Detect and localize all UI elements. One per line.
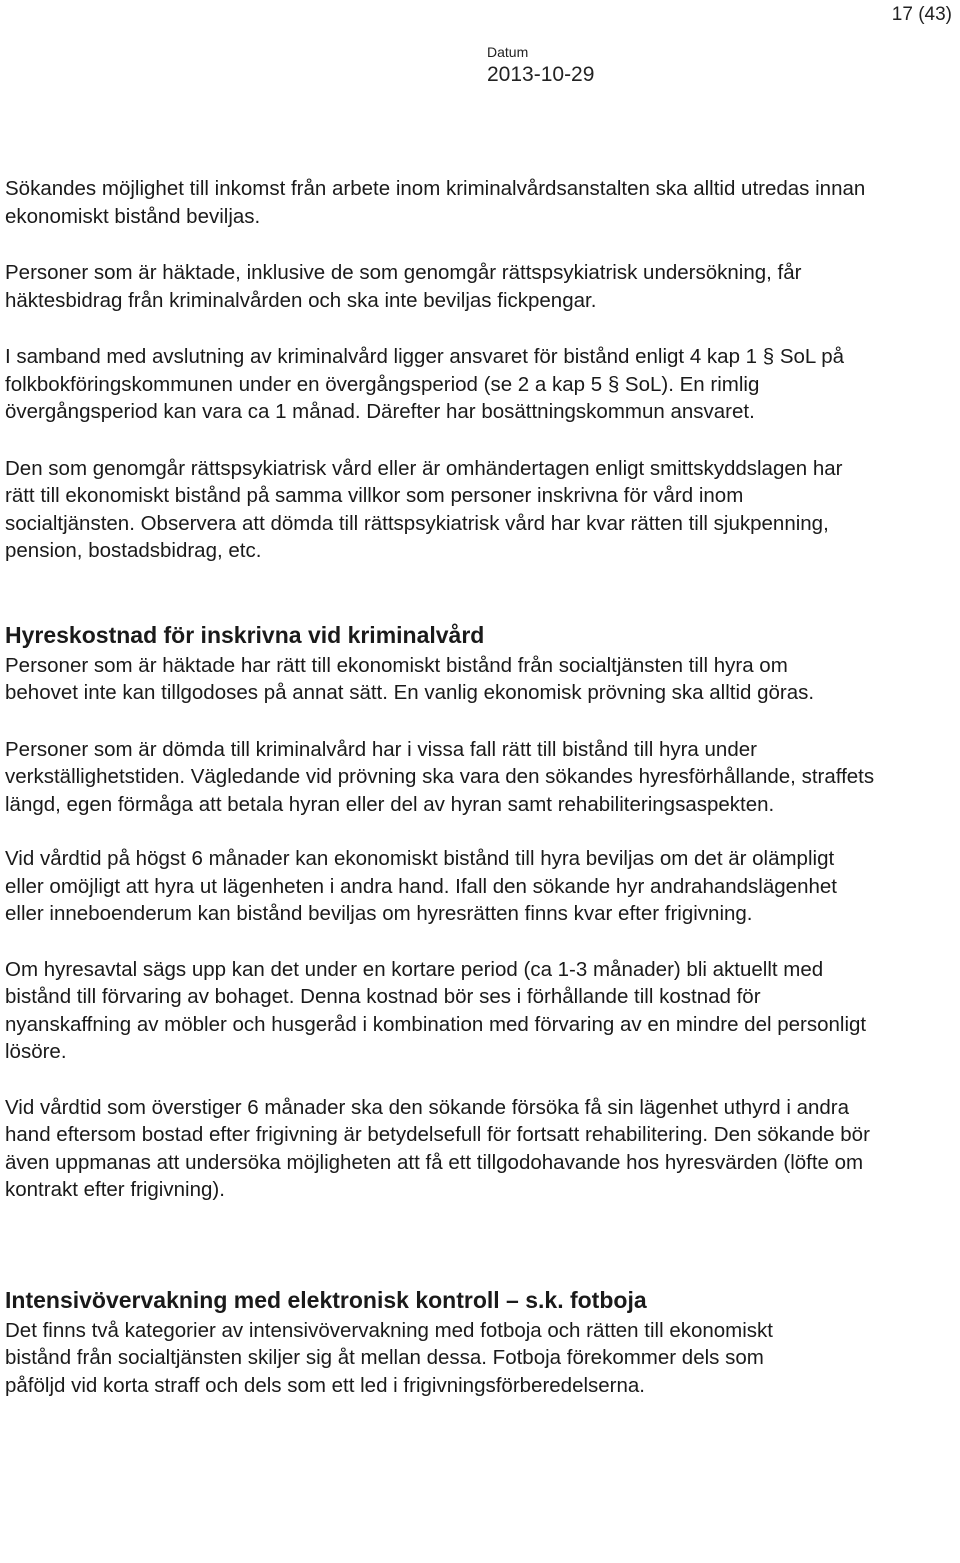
- paragraph: Personer som är häktade har rätt till ekonomiskt bistånd från socialtjänsten till hyra om behovet inte kan tillgodoses på annat sätt. En vanlig ekonomisk prövning ska alltid göras.: [5, 653, 815, 704]
- paragraph: Personer som är häktade, inklusive de som genomgår rättspsykiatrisk undersökning, får häktesbidrag från kriminalvården och ska inte beviljas fickpengar.: [5, 261, 802, 312]
- paragraph: Sökandes möjlighet till inkomst från arbete inom kriminalvårdsanstalten ska alltid utredas innan ekonomiskt bistånd beviljas.: [5, 177, 866, 228]
- section-heading: Hyreskostnad för inskrivna vid kriminalvård: [5, 621, 485, 648]
- document-body: [5, 175, 955, 1399]
- paragraph: I samband med avslutning av kriminalvård ligger ansvaret för bistånd enligt 4 kap 1 § SoL på folkbokföringskommunen under en övergångsperiod (se 2 a kap 5 § SoL). En rimlig övergångsperiod kan vara ca 1 månad. Därefter har bosättningskommun ansvaret.: [5, 345, 845, 423]
- paragraph: Om hyresavtal sägs upp kan det under en kortare period (ca 1-3 månader) bli aktuellt med bistånd till förvaring av bohaget. Denna kostnad bör ses i förhållande till kostnad för nyanskaffning av möbler och husgeråd i kombination med förvaring av en mindre del personligt lösöre.: [5, 957, 867, 1063]
- date-block: [487, 44, 594, 88]
- paragraph: Personer som är dömda till kriminalvård har i vissa fall rätt till bistånd till hyra under verkställighetstiden. Vägledande vid prövning ska vara den sökandes hyresförhållande, straffets längd, egen förmåga att betala hyran eller del av hyran samt rehabiliteringsaspekten.: [5, 737, 875, 816]
- paragraph: Vid vårdtid på högst 6 månader kan ekonomiskt bistånd till hyra beviljas om det är olämpligt eller omöjligt att hyra ut lägenheten i andra hand. Ifall den sökande hyr andrahandslägenhet eller inneboenderum kan bistånd beviljas om hyresrätten finns kvar efter frigivning.: [5, 847, 837, 925]
- date-label: Datum: [487, 44, 529, 60]
- section-heading: Intensivövervakning med elektronisk kontroll – s.k. fotboja: [5, 1286, 647, 1313]
- paragraph: Den som genomgår rättspsykiatrisk vård eller är omhändertagen enligt smittskyddslagen har rätt till ekonomiskt bistånd på samma villkor som personer inskrivna för vård inom socialtjänsten. Observera att dömda till rättspsykiatrisk vård har kvar rätten till sjukpenning, pension, bostadsbidrag, etc.: [5, 456, 843, 562]
- paragraph: Det finns två kategorier av intensivövervakning med fotboja och rätten till ekonomiskt bistånd från socialtjänsten skiljer sig åt mellan dessa. Fotboja förekommer dels som påföljd vid korta straff och dels som ett led i frigivningsförberedelserna.: [5, 1318, 773, 1397]
- paragraph: Vid vårdtid som överstiger 6 månader ska den sökande försöka få sin lägenhet uthyrd i andra hand eftersom bostad efter frigivning är betydelsefull för fortsatt rehabilitering. Den sökande bör även uppmanas att undersöka möjligheten att få ett tillgodohavande hos hyresvärden (löfte om kontrakt efter frigivning).: [5, 1095, 870, 1201]
- date-value: 2013-10-29: [487, 63, 595, 86]
- page-number: 17 (43): [891, 4, 952, 25]
